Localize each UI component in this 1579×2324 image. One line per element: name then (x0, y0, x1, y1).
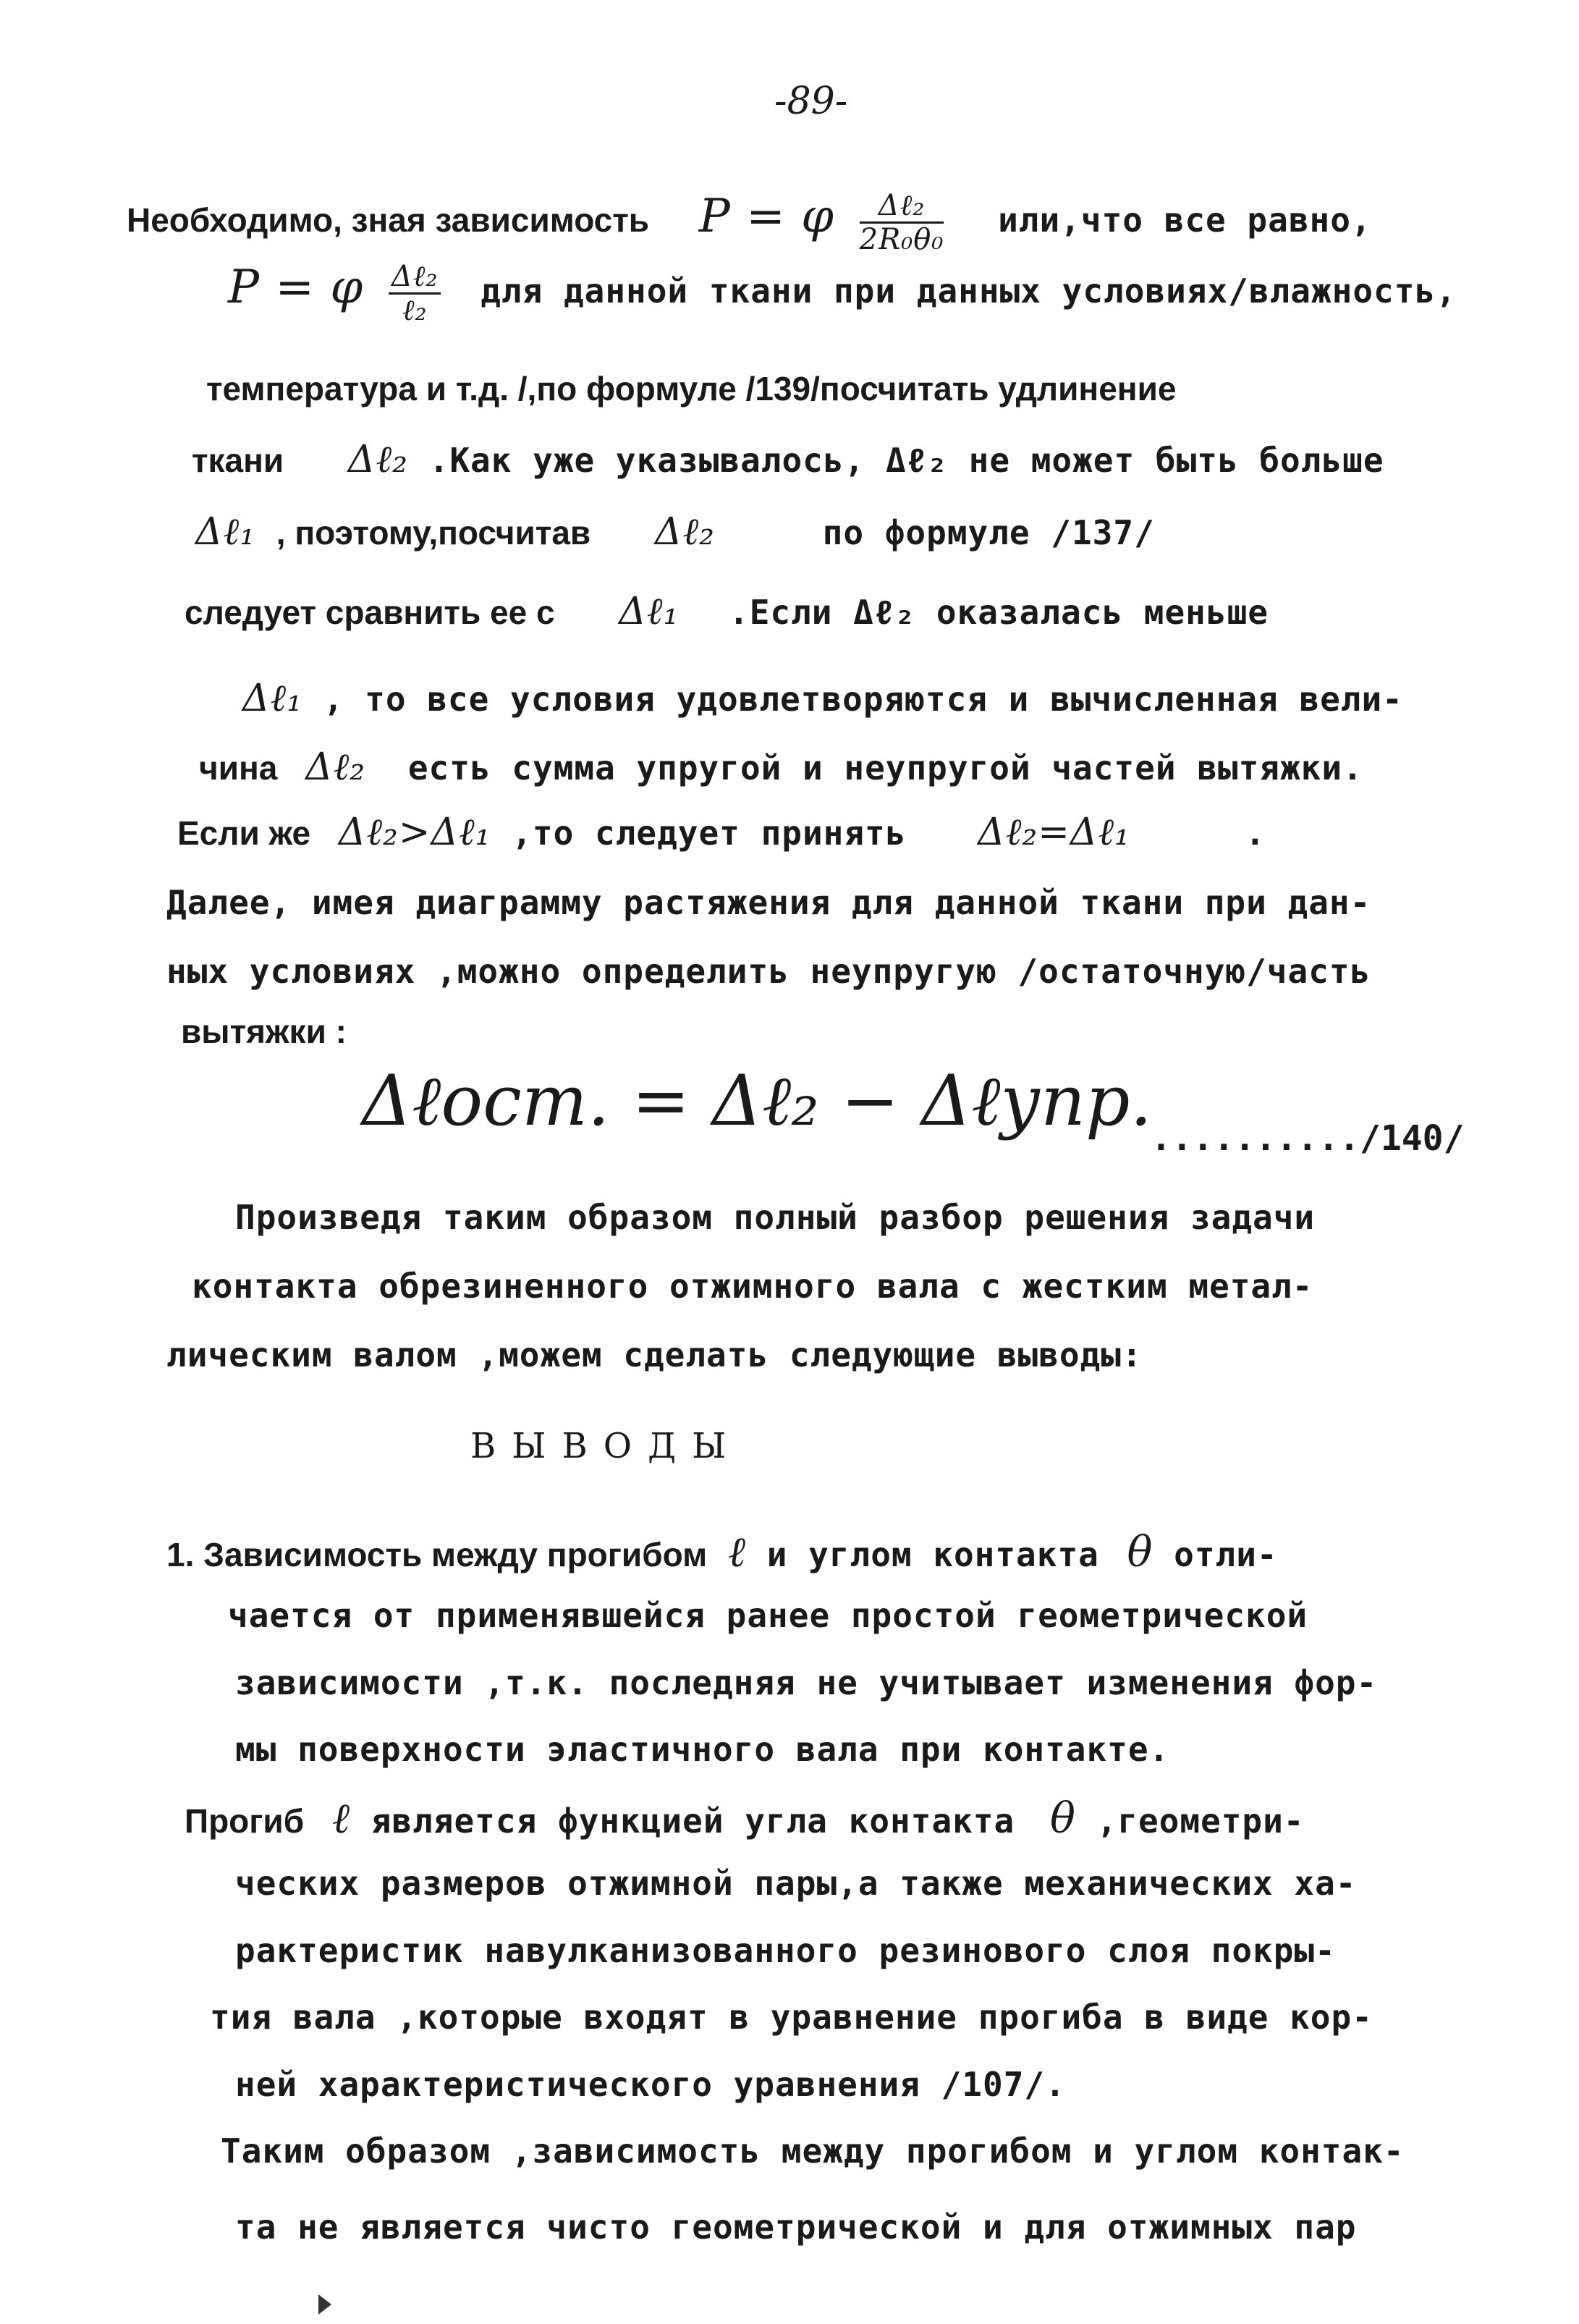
text-fragment: ней характеристического уравнения /107/. (235, 2065, 1066, 2104)
text-fragment: Если же (177, 814, 311, 852)
math-symbol: Δℓ₂=Δℓ₁ (978, 811, 1130, 854)
formula-140: Δℓост. = Δℓ₂ − Δℓупр. (362, 1060, 1152, 1141)
conclusion-line-11 (235, 2207, 1357, 2247)
text-fragment: чается от применявшейся ранее простой геометрической (228, 1596, 1308, 1635)
text-fragment: . (1245, 814, 1266, 853)
text-fragment: Таким образом ,зависимость между прогибом и углом контак- (221, 2131, 1405, 2171)
formula-lhs: P = φ (228, 261, 364, 314)
text-line-4 (192, 438, 1384, 482)
text-line-2 (228, 261, 1457, 326)
conclusion-line-9 (235, 2065, 1066, 2104)
text-line-14 (192, 1267, 1313, 1306)
text-fragment: является функцией угла контакта (371, 1801, 1015, 1841)
text-fragment: ,геометри- (1096, 1801, 1305, 1841)
math-symbol: Δℓ₂ (654, 510, 715, 554)
text-line-13 (235, 1198, 1315, 1237)
math-symbol: θ (1127, 1527, 1153, 1576)
fraction-numerator: Δℓ₂ (860, 190, 944, 224)
section-heading: ВЫВОДЫ (470, 1426, 742, 1466)
text-line-8 (199, 745, 1363, 789)
text-line-3 (206, 369, 1176, 408)
text-fragment: 1. Зависимость между прогибом (166, 1536, 708, 1573)
text-fragment: тия вала ,которые входят в уравнение прогиба в виде кор- (210, 1998, 1373, 2037)
text-fragment: .Как уже указывалось, Δℓ₂ не может быть больше (428, 441, 1384, 480)
text-line-5 (195, 510, 1155, 554)
fraction-denominator: ℓ₂ (402, 294, 428, 327)
text-fragment: рактеристик навулканизованного резинового слоя покры- (235, 1931, 1336, 1970)
text-line-6 (185, 590, 1269, 634)
text-fragment: или,что все равно, (998, 200, 1372, 240)
text-fragment: вытяжки : (181, 1013, 347, 1050)
text-fragment: та не является чисто геометрической и для отжимных пар (235, 2207, 1357, 2247)
formula-fraction (860, 190, 944, 255)
text-line-7 (242, 677, 1403, 720)
text-fragment: Произведя таким образом полный разбор решения задачи (235, 1198, 1316, 1237)
conclusion-line-2 (228, 1596, 1308, 1635)
text-fragment: мы поверхности эластичного вала при контакте. (235, 1730, 1170, 1769)
text-fragment: есть сумма упругой и неупругой частей вытяжки. (407, 748, 1363, 787)
math-symbol: Δℓ₂>Δℓ₁ (338, 811, 491, 854)
conclusion-line-7 (235, 1931, 1336, 1970)
text-line-15 (166, 1335, 1143, 1374)
text-fragment: ных условиях ,можно определить неупругую /остаточную/часть (166, 952, 1371, 991)
text-fragment: для данной ткани при данных условиях/влажность, (481, 271, 1457, 310)
fraction-denominator: 2R₀θ₀ (859, 223, 944, 256)
text-fragment: чина (199, 749, 278, 787)
math-symbol: θ (1049, 1793, 1076, 1843)
conclusion-line-1 (166, 1527, 1278, 1576)
conclusion-line-10 (221, 2131, 1405, 2171)
math-symbol: Δℓ₁ (619, 590, 680, 633)
math-symbol: Δℓ₂ (347, 438, 408, 481)
math-symbol: Δℓ₁ (242, 677, 303, 720)
text-fragment: , поэтому,посчитав (276, 514, 591, 552)
conclusion-line-5 (185, 1793, 1305, 1843)
text-fragment: температура и т.д. /,по формуле /139/посчитать удлинение (206, 370, 1177, 407)
conclusion-line-6 (235, 1864, 1357, 1903)
page-number: -89- (774, 80, 848, 123)
text-fragment: ческих размеров отжимной пары,а также механических ха- (235, 1864, 1357, 1903)
math-symbol: Δℓ₂ (305, 745, 366, 789)
text-line-11 (166, 952, 1371, 991)
scan-mark-icon (318, 2294, 331, 2315)
conclusion-line-4 (235, 1730, 1169, 1769)
text-fragment: ткани (192, 441, 284, 479)
text-fragment: ,то следует принять (512, 814, 907, 853)
text-fragment: следует сравнить ее с (185, 593, 555, 631)
math-symbol: ℓ (331, 1793, 350, 1843)
text-line-10 (166, 883, 1371, 922)
text-fragment: зависимости ,т.к. последняя не учитывает изменения фор- (235, 1663, 1378, 1702)
text-fragment: Необходимо, зная зависимость (127, 201, 650, 239)
text-fragment: Прогиб (185, 1802, 305, 1840)
text-fragment: отли- (1174, 1535, 1278, 1574)
math-symbol: ℓ (727, 1527, 747, 1576)
conclusion-line-3 (235, 1663, 1377, 1702)
math-symbol: Δℓ₁ (195, 510, 256, 554)
text-fragment: контакта обрезиненного отжимного вала с жестким метал- (192, 1267, 1313, 1306)
text-fragment: лическим валом ,можем сделать следующие выводы: (166, 1335, 1143, 1374)
text-fragment: .Если Δℓ₂ оказалась меньше (729, 593, 1269, 632)
text-fragment: , то все условия удовлетворяются и вычисленная вели- (323, 680, 1403, 719)
equation-number: ........../140/ (1151, 1118, 1465, 1159)
text-fragment: Далее, имея диаграмму растяжения для данной ткани при дан- (166, 883, 1371, 922)
conclusion-line-8 (210, 1998, 1373, 2037)
formula-lhs: P = φ (698, 190, 834, 243)
formula-fraction (389, 261, 441, 326)
text-line-1 (127, 190, 1372, 255)
text-line-12 (181, 1012, 347, 1051)
text-fragment: и углом контакта (766, 1535, 1099, 1574)
fraction-numerator: Δℓ₂ (389, 261, 441, 295)
text-line-9 (177, 811, 1266, 854)
text-fragment: по формуле /137/ (822, 513, 1155, 552)
